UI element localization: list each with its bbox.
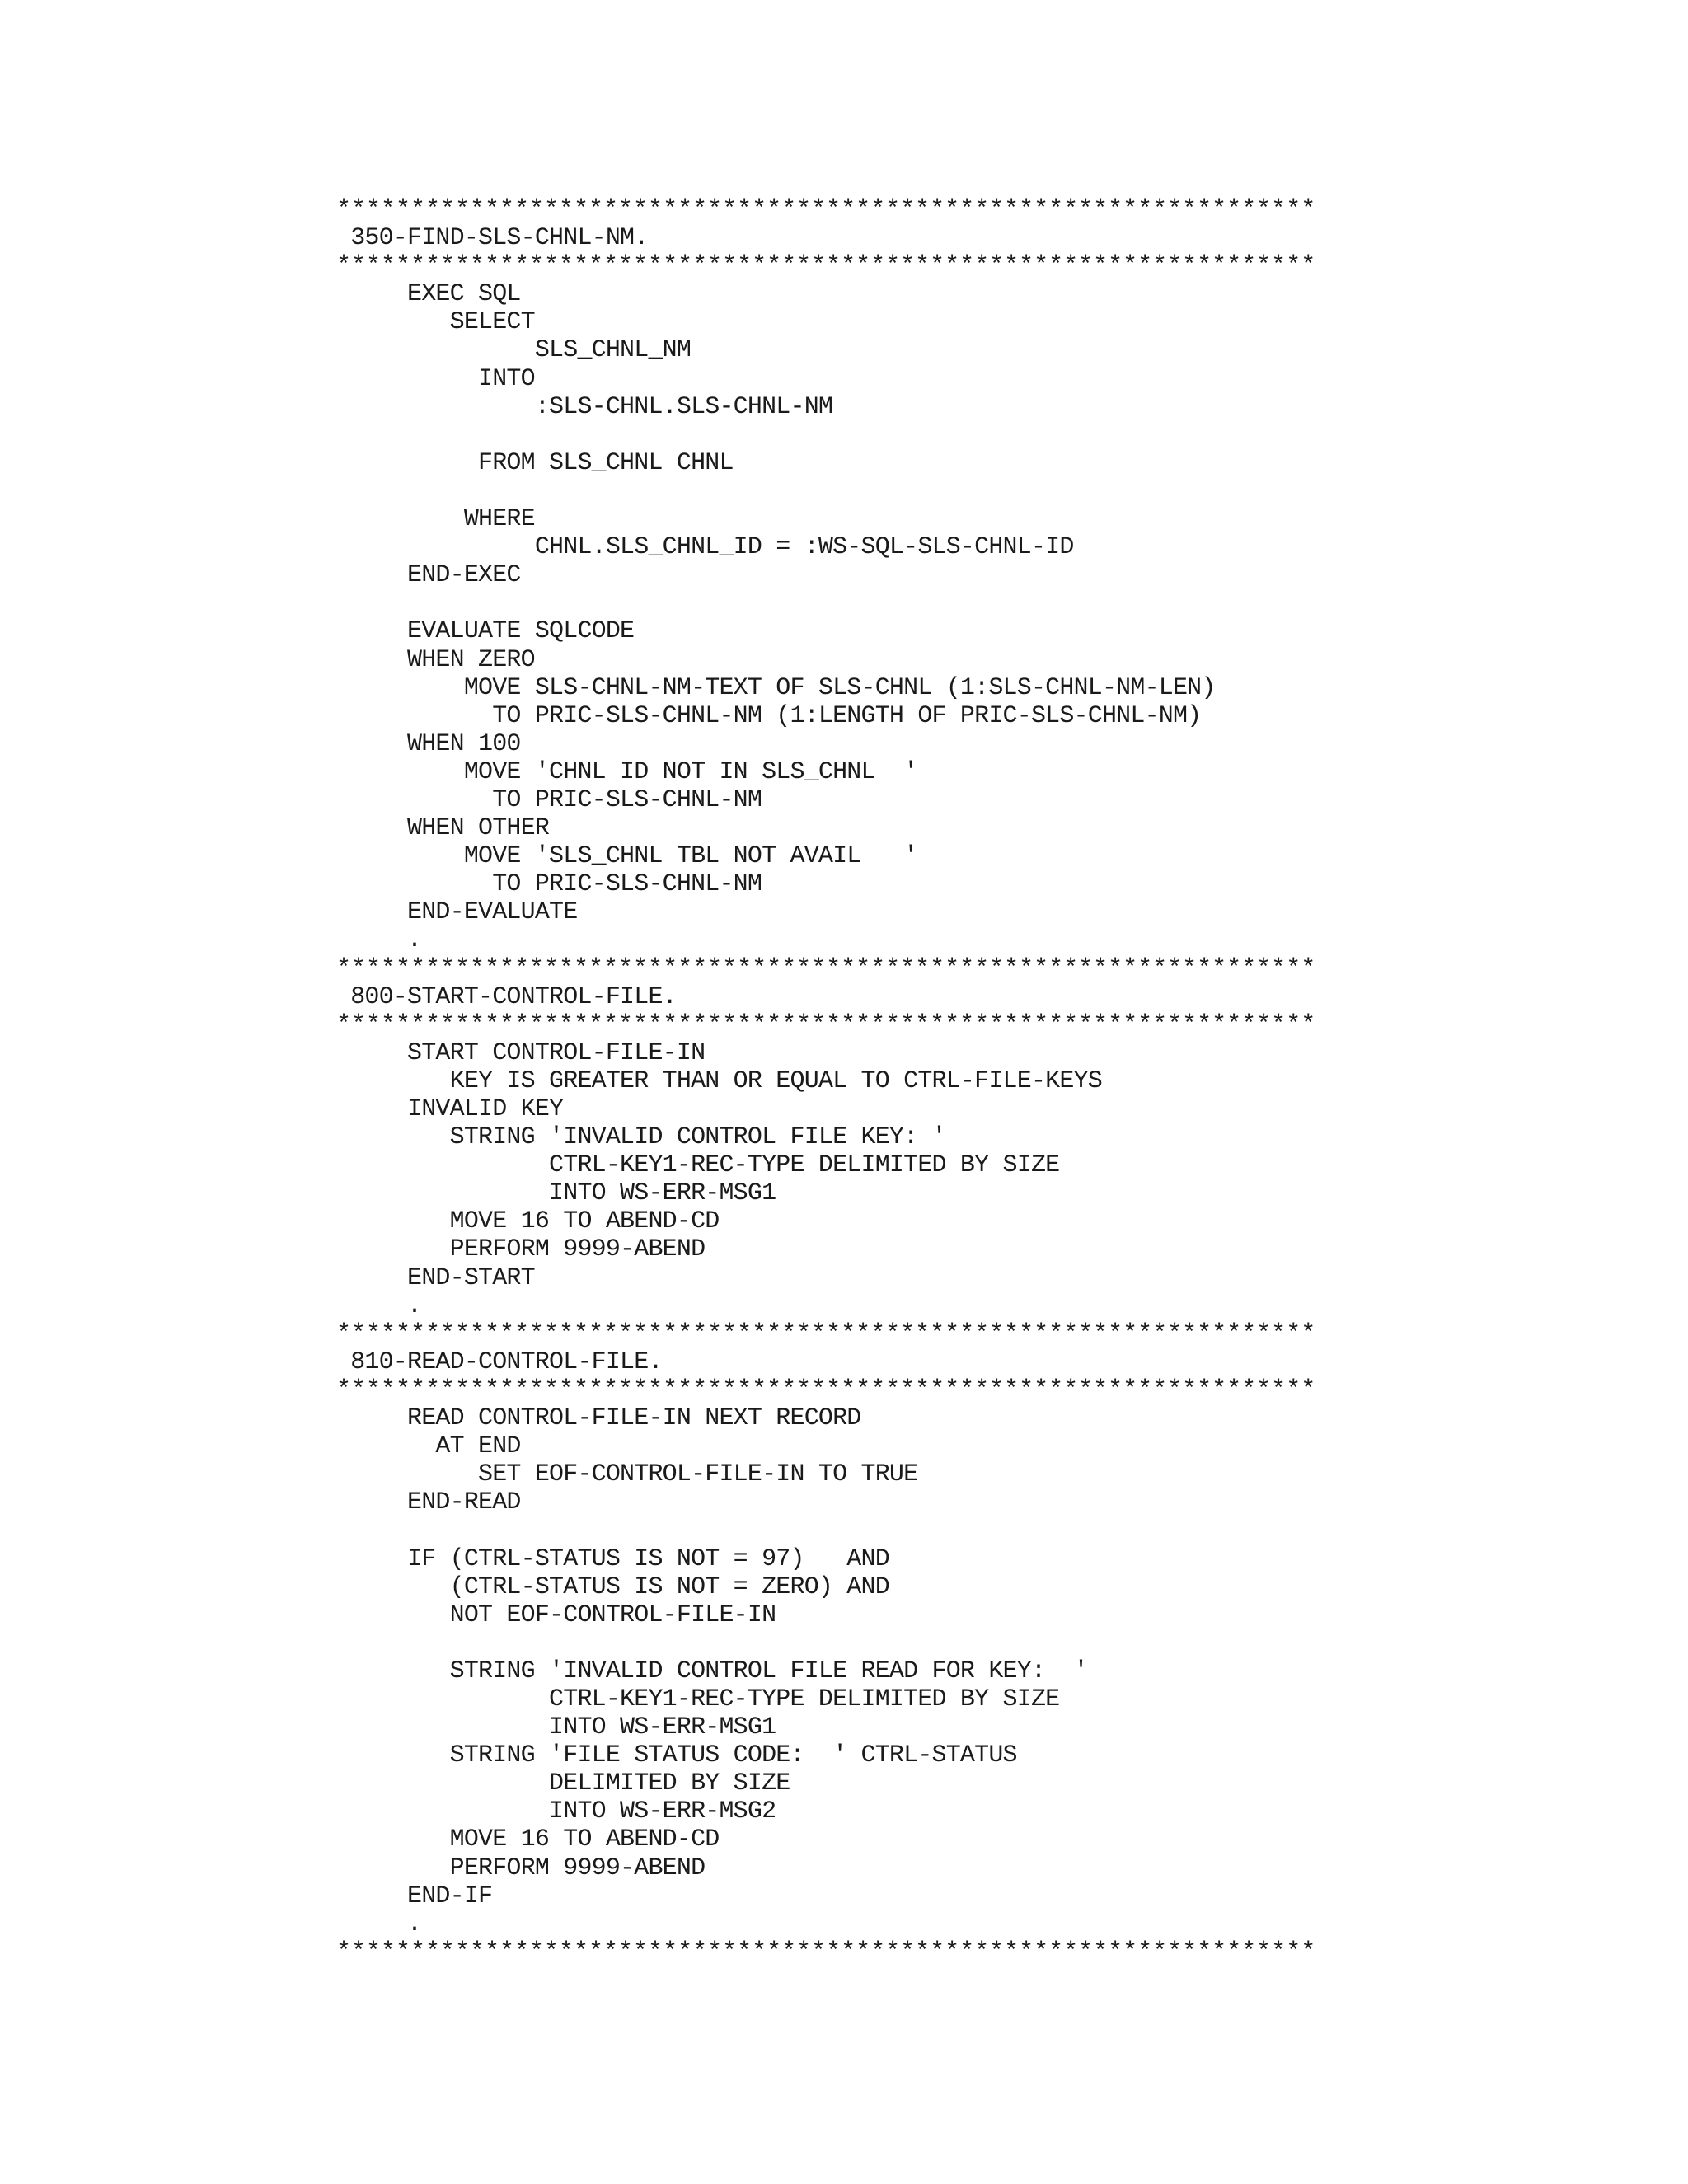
code-line: MOVE 16 TO ABEND-CD xyxy=(336,1825,720,1854)
code-line: (CTRL-STATUS IS NOT = ZERO) AND xyxy=(336,1572,889,1601)
separator-line: ****************************************************************** xyxy=(336,196,1316,224)
code-line: CTRL-KEY1-REC-TYPE DELIMITED BY SIZE xyxy=(336,1685,1060,1713)
code-line: SLS_CHNL_NM xyxy=(336,336,692,365)
code-line: MOVE SLS-CHNL-NM-TEXT OF SLS-CHNL (1:SLS-CHNL-NM-LEN) xyxy=(336,673,1216,702)
code-line: MOVE 'SLS_CHNL TBL NOT AVAIL ' xyxy=(336,842,918,871)
code-line: TO PRIC-SLS-CHNL-NM xyxy=(336,870,762,899)
blank-line xyxy=(336,477,1672,505)
code-line: CTRL-KEY1-REC-TYPE DELIMITED BY SIZE xyxy=(336,1151,1060,1180)
code-line: TO PRIC-SLS-CHNL-NM (1:LENGTH OF PRIC-SLS-CHNL-NM) xyxy=(336,701,1202,730)
separator-line: ****************************************************************** xyxy=(336,1938,1316,1966)
code-line: END-START xyxy=(336,1263,535,1292)
code-line: AT END xyxy=(336,1432,521,1461)
code-line: WHERE xyxy=(336,505,535,534)
code-line: INTO xyxy=(336,364,535,393)
code-line: WHEN ZERO xyxy=(336,645,535,674)
paragraph-label: 810-READ-CONTROL-FILE. xyxy=(336,1347,663,1376)
code-line: READ CONTROL-FILE-IN NEXT RECORD xyxy=(336,1404,861,1433)
code-line: INVALID KEY xyxy=(336,1095,564,1123)
code-line: END-IF xyxy=(336,1882,493,1910)
code-line: PERFORM 9999-ABEND xyxy=(336,1854,706,1882)
code-line: IF (CTRL-STATUS IS NOT = 97) AND xyxy=(336,1544,889,1573)
code-line: END-READ xyxy=(336,1488,521,1517)
code-line: END-EVALUATE xyxy=(336,898,578,927)
code-line: KEY IS GREATER THAN OR EQUAL TO CTRL-FILE-KEYS xyxy=(336,1066,1102,1095)
blank-line xyxy=(336,1629,1672,1657)
code-line: START CONTROL-FILE-IN xyxy=(336,1038,706,1067)
code-line: STRING 'FILE STATUS CODE: ' CTRL-STATUS xyxy=(336,1741,1017,1770)
code-line: DELIMITED BY SIZE xyxy=(336,1769,790,1798)
code-line: MOVE 'CHNL ID NOT IN SLS_CHNL ' xyxy=(336,757,918,786)
blank-line xyxy=(336,1516,1672,1544)
separator-line: ****************************************************************** xyxy=(336,1319,1316,1348)
code-line: WHEN OTHER xyxy=(336,814,550,843)
code-line: NOT EOF-CONTROL-FILE-IN xyxy=(336,1601,776,1629)
code-line: MOVE 16 TO ABEND-CD xyxy=(336,1207,720,1236)
separator-line: ****************************************************************** xyxy=(336,954,1316,983)
code-line: END-EXEC xyxy=(336,561,521,590)
code-line: WHEN 100 xyxy=(336,729,521,758)
code-line: SELECT xyxy=(336,308,535,337)
paragraph-label: 800-START-CONTROL-FILE. xyxy=(336,982,677,1011)
code-line: INTO WS-ERR-MSG2 xyxy=(336,1797,776,1826)
code-line: SET EOF-CONTROL-FILE-IN TO TRUE xyxy=(336,1460,918,1489)
separator-line: ****************************************************************** xyxy=(336,1010,1316,1039)
blank-line xyxy=(336,421,1672,449)
separator-line: ****************************************************************** xyxy=(336,1376,1316,1404)
code-line: . xyxy=(336,1291,422,1320)
code-line: CHNL.SLS_CHNL_ID = :WS-SQL-SLS-CHNL-ID xyxy=(336,533,1074,562)
code-line: INTO WS-ERR-MSG1 xyxy=(336,1179,776,1208)
code-line: STRING 'INVALID CONTROL FILE READ FOR KEY: ' xyxy=(336,1657,1088,1685)
code-line: STRING 'INVALID CONTROL FILE KEY: ' xyxy=(336,1123,946,1152)
code-listing xyxy=(336,196,1672,1966)
paragraph-label: 350-FIND-SLS-CHNL-NM. xyxy=(336,224,649,253)
code-line: INTO WS-ERR-MSG1 xyxy=(336,1713,776,1742)
code-line: EVALUATE SQLCODE xyxy=(336,617,635,646)
code-line: :SLS-CHNL.SLS-CHNL-NM xyxy=(336,392,833,421)
code-line: TO PRIC-SLS-CHNL-NM xyxy=(336,785,762,814)
code-line: PERFORM 9999-ABEND xyxy=(336,1235,706,1264)
separator-line: ****************************************************************** xyxy=(336,252,1316,281)
blank-line xyxy=(336,589,1672,617)
code-line: . xyxy=(336,1910,422,1938)
code-line: . xyxy=(336,926,422,955)
code-line: FROM SLS_CHNL CHNL xyxy=(336,448,734,477)
code-line: EXEC SQL xyxy=(336,280,521,309)
